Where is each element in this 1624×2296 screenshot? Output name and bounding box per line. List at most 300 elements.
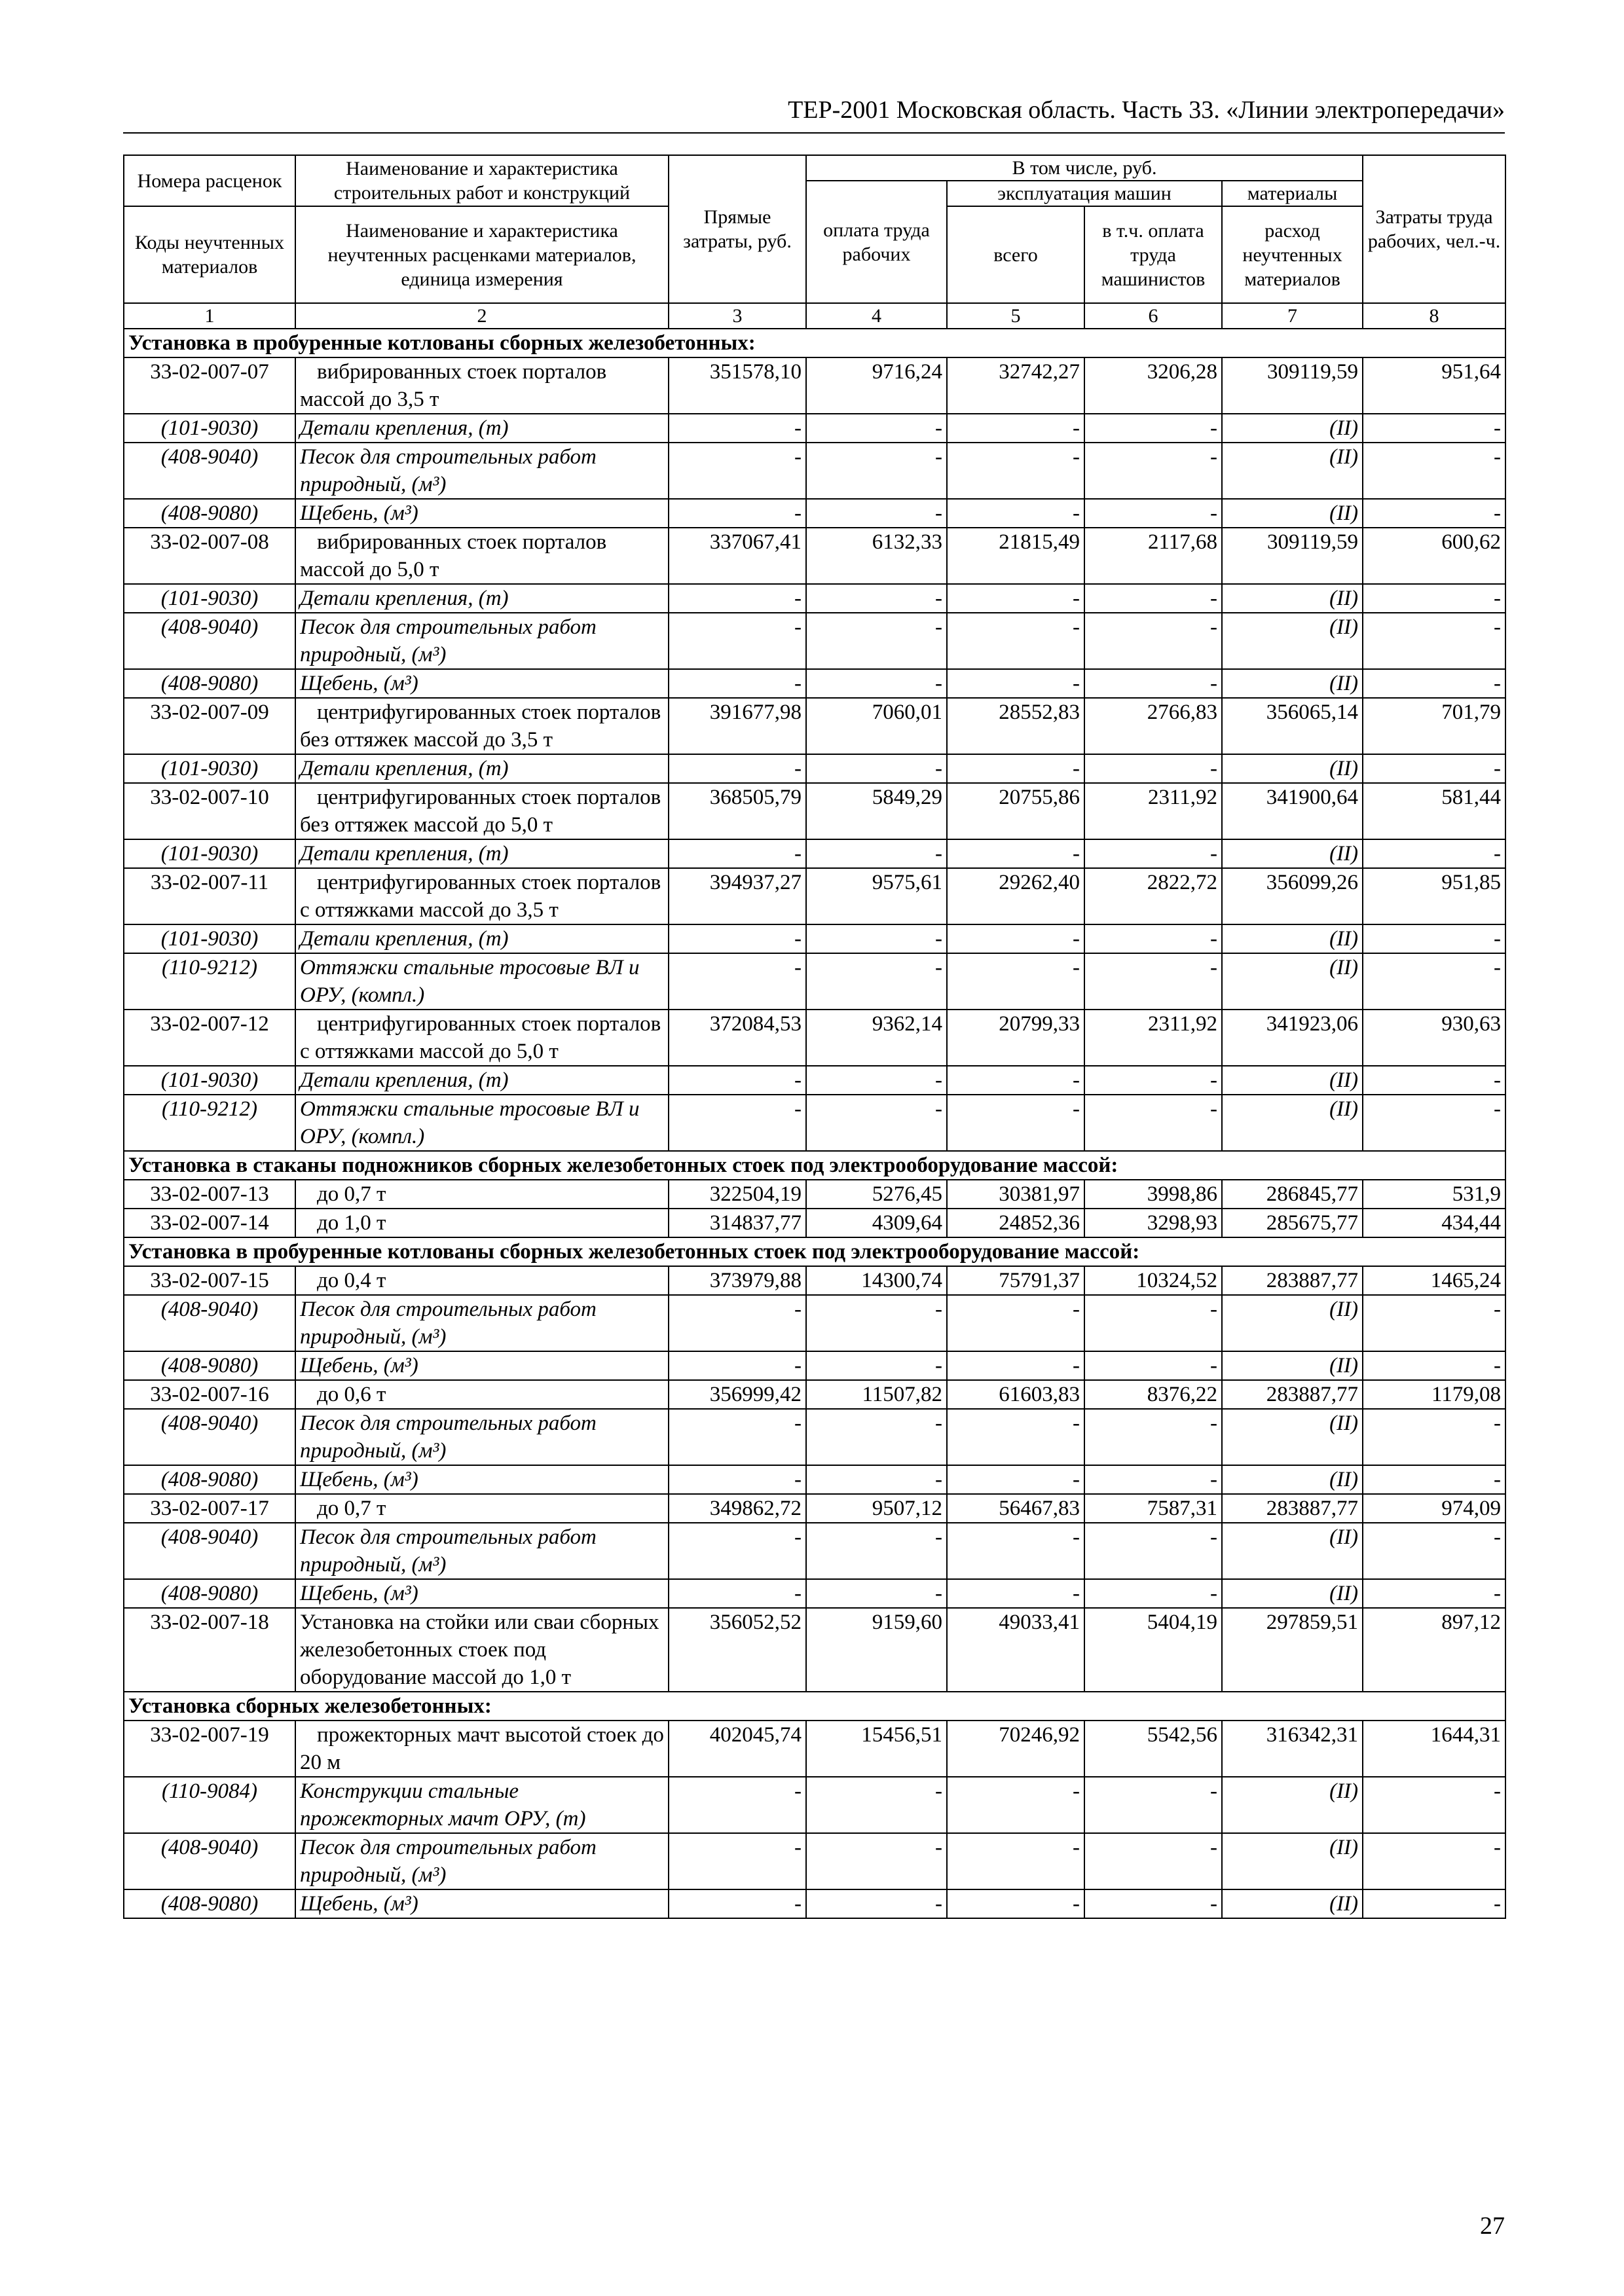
material-code: (408-9080) [124,499,295,528]
material-mark: (II) [1222,1465,1363,1494]
header-machines-total: всего [947,206,1084,303]
material-name: Детали крепления, (т) [295,414,669,443]
dash-cell: - [947,1066,1084,1095]
value-col-5: 61603,83 [947,1380,1084,1409]
dash-cell: - [1084,754,1222,783]
table-body [124,329,1505,1918]
dash-cell: - [806,499,947,528]
dash-cell: - [1084,924,1222,953]
value-col-5: 29262,40 [947,868,1084,924]
value-col-4: 9159,60 [806,1608,947,1692]
rate-name-text: до 0,7 т [317,1497,386,1520]
dash-cell: - [947,584,1084,613]
dash-cell: - [947,499,1084,528]
value-col-6: 3998,86 [1084,1180,1222,1209]
value-col-6: 2311,92 [1084,783,1222,839]
document-title: ТЕР-2001 Московская область. Часть 33. «Линии электропередачи» [788,96,1505,124]
dash-cell: - [806,669,947,698]
dash-cell: - [1084,1295,1222,1351]
dash-cell: - [1363,1777,1505,1833]
dash-cell: - [1084,1777,1222,1833]
material-row [124,953,1505,1010]
value-col-3: 372084,53 [669,1010,806,1066]
dash-cell: - [1363,1579,1505,1608]
value-col-8: 930,63 [1363,1010,1505,1066]
value-col-7: 283887,77 [1222,1494,1363,1523]
material-row [124,414,1505,443]
material-name: Песок для строительных работ природный, (м³) [295,613,669,669]
rate-row [124,1380,1505,1409]
material-row [124,1066,1505,1095]
value-col-3: 314837,77 [669,1209,806,1237]
dash-cell: - [669,1465,806,1494]
dash-cell: - [1084,584,1222,613]
value-col-3: 356052,52 [669,1608,806,1692]
material-mark: (II) [1222,443,1363,499]
material-code: (408-9080) [124,1465,295,1494]
rate-name-text: до 1,0 т [317,1211,386,1235]
material-row [124,613,1505,669]
dash-cell: - [1084,1465,1222,1494]
rate-name-text: до 0,4 т [317,1269,386,1292]
section-title: Установка в стаканы подножников сборных железобетонных стоек под электрооборудование массой: [124,1151,1505,1180]
rate-name [295,1266,669,1295]
value-col-6: 2822,72 [1084,868,1222,924]
material-mark: (II) [1222,1351,1363,1380]
material-code: (101-9030) [124,839,295,868]
dash-cell: - [1363,414,1505,443]
rate-name [295,698,669,754]
material-name: Детали крепления, (т) [295,1066,669,1095]
material-name: Щебень, (м³) [295,1351,669,1380]
rate-code: 33-02-007-09 [124,698,295,754]
material-row [124,1579,1505,1608]
dash-cell: - [806,1409,947,1465]
material-row [124,1777,1505,1833]
rate-name-text: вибрированных стоек порталов массой до 5,0 т [300,530,607,581]
column-numbers-row [124,303,1505,329]
dash-cell: - [1363,1889,1505,1918]
value-col-6: 7587,31 [1084,1494,1222,1523]
rate-name [295,1209,669,1237]
material-mark: (II) [1222,1579,1363,1608]
dash-cell: - [1084,443,1222,499]
dash-cell: - [1363,1409,1505,1465]
dash-cell: - [806,1295,947,1351]
dash-cell: - [806,1066,947,1095]
value-col-7: 356065,14 [1222,698,1363,754]
value-col-5: 49033,41 [947,1608,1084,1692]
value-col-8: 600,62 [1363,528,1505,584]
dash-cell: - [947,1465,1084,1494]
dash-cell: - [1084,1889,1222,1918]
dash-cell: - [1363,1095,1505,1151]
value-col-3: 394937,27 [669,868,806,924]
dash-cell: - [669,924,806,953]
dash-cell: - [669,1833,806,1889]
header-machinist-pay: в т.ч. оплата труда машинистов [1084,206,1222,303]
dash-cell: - [1363,1523,1505,1579]
rate-row [124,1010,1505,1066]
rate-name [295,357,669,414]
dash-cell: - [947,1833,1084,1889]
value-col-4: 11507,82 [806,1380,947,1409]
value-col-3: 322504,19 [669,1180,806,1209]
material-code: (408-9040) [124,1409,295,1465]
dash-cell: - [947,669,1084,698]
value-col-8: 1465,24 [1363,1266,1505,1295]
dash-cell: - [1363,754,1505,783]
rate-name-text: центрифугированных стоек порталов с оттяжками массой до 3,5 т [300,871,661,922]
material-code: (408-9080) [124,1579,295,1608]
rate-code: 33-02-007-07 [124,357,295,414]
material-name: Оттяжки стальные тросовые ВЛ и ОРУ, (компл.) [295,1095,669,1151]
dash-cell: - [947,924,1084,953]
value-col-7: 285675,77 [1222,1209,1363,1237]
value-col-7: 356099,26 [1222,868,1363,924]
material-name: Щебень, (м³) [295,499,669,528]
material-name: Щебень, (м³) [295,1889,669,1918]
value-col-4: 7060,01 [806,698,947,754]
rate-code: 33-02-007-18 [124,1608,295,1692]
value-col-5: 20755,86 [947,783,1084,839]
material-code: (408-9080) [124,1351,295,1380]
material-mark: (II) [1222,754,1363,783]
dash-cell: - [669,1889,806,1918]
dash-cell: - [1084,414,1222,443]
section-row [124,1151,1505,1180]
dash-cell: - [1363,953,1505,1010]
dash-cell: - [947,1351,1084,1380]
header-rate-numbers: Номера расценок [124,155,295,206]
value-col-3: 402045,74 [669,1721,806,1777]
rate-code: 33-02-007-10 [124,783,295,839]
material-name: Песок для строительных работ природный, (м³) [295,1295,669,1351]
value-col-4: 15456,51 [806,1721,947,1777]
table-header [124,155,1505,329]
rate-row [124,528,1505,584]
value-col-8: 701,79 [1363,698,1505,754]
value-col-4: 14300,74 [806,1266,947,1295]
value-col-6: 3206,28 [1084,357,1222,414]
value-col-7: 286845,77 [1222,1180,1363,1209]
value-col-7: 341900,64 [1222,783,1363,839]
material-code: (408-9040) [124,1295,295,1351]
dash-cell: - [1084,839,1222,868]
column-number: 2 [295,303,669,329]
material-row [124,924,1505,953]
material-code: (408-9040) [124,1833,295,1889]
dash-cell: - [947,1295,1084,1351]
material-row [124,499,1505,528]
dash-cell: - [1363,1066,1505,1095]
dash-cell: - [669,499,806,528]
material-name: Детали крепления, (т) [295,924,669,953]
material-code: (101-9030) [124,754,295,783]
dash-cell: - [669,414,806,443]
material-row [124,584,1505,613]
dash-cell: - [1363,584,1505,613]
rate-name-text: центрифугированных стоек порталов с оттяжками массой до 5,0 т [300,1012,661,1063]
material-mark: (II) [1222,924,1363,953]
material-row [124,1833,1505,1889]
column-number: 1 [124,303,295,329]
material-name: Щебень, (м³) [295,1465,669,1494]
value-col-8: 531,9 [1363,1180,1505,1209]
dash-cell: - [806,584,947,613]
material-row [124,754,1505,783]
rate-name [295,868,669,924]
rate-name [295,1380,669,1409]
material-row [124,1295,1505,1351]
material-row [124,1889,1505,1918]
dash-cell: - [669,1066,806,1095]
material-name: Щебень, (м³) [295,669,669,698]
value-col-3: 349862,72 [669,1494,806,1523]
dash-cell: - [1363,839,1505,868]
dash-cell: - [947,1889,1084,1918]
material-code: (110-9084) [124,1777,295,1833]
material-code: (110-9212) [124,953,295,1010]
value-col-7: 316342,31 [1222,1721,1363,1777]
value-col-4: 9362,14 [806,1010,947,1066]
material-mark: (II) [1222,839,1363,868]
section-title: Установка сборных железобетонных: [124,1692,1505,1721]
value-col-7: 309119,59 [1222,357,1363,414]
header-machines: эксплуатация машин [947,181,1222,206]
dash-cell: - [806,1579,947,1608]
dash-cell: - [806,1523,947,1579]
material-name: Песок для строительных работ природный, (м³) [295,1409,669,1465]
dash-cell: - [947,1777,1084,1833]
value-col-8: 1644,31 [1363,1721,1505,1777]
price-table [123,155,1506,1919]
dash-cell: - [947,1523,1084,1579]
value-col-5: 56467,83 [947,1494,1084,1523]
value-col-3: 391677,98 [669,698,806,754]
rate-code: 33-02-007-15 [124,1266,295,1295]
dash-cell: - [806,839,947,868]
dash-cell: - [1363,443,1505,499]
value-col-7: 309119,59 [1222,528,1363,584]
material-code: (408-9040) [124,613,295,669]
value-col-6: 5542,56 [1084,1721,1222,1777]
value-col-6: 5404,19 [1084,1608,1222,1692]
dash-cell: - [947,1579,1084,1608]
rate-row [124,868,1505,924]
header-worker-pay: оплата труда рабочих [806,181,947,303]
rate-code: 33-02-007-08 [124,528,295,584]
dash-cell: - [806,1465,947,1494]
dash-cell: - [669,613,806,669]
dash-cell: - [806,1351,947,1380]
dash-cell: - [669,754,806,783]
rate-name-text: прожекторных мачт высотой стоек до 20 м [300,1723,664,1774]
material-code: (408-9040) [124,443,295,499]
rate-name-text: центрифугированных стоек порталов без оттяжек массой до 5,0 т [300,786,661,837]
material-code: (110-9212) [124,1095,295,1151]
dash-cell: - [669,839,806,868]
dash-cell: - [669,669,806,698]
dash-cell: - [806,1095,947,1151]
rate-row [124,1180,1505,1209]
dash-cell: - [1363,1833,1505,1889]
material-row [124,1351,1505,1380]
material-mark: (II) [1222,1066,1363,1095]
dash-cell: - [806,613,947,669]
header-material-names: Наименование и характеристика неучтенных расценками материалов, единица измерения [295,206,669,303]
material-mark: (II) [1222,1777,1363,1833]
dash-cell: - [1363,1351,1505,1380]
dash-cell: - [1363,924,1505,953]
dash-cell: - [947,613,1084,669]
dash-cell: - [806,414,947,443]
dash-cell: - [806,1833,947,1889]
material-mark: (II) [1222,499,1363,528]
header-work-name: Наименование и характеристика строительных работ и конструкций [295,155,669,206]
value-col-8: 1179,08 [1363,1380,1505,1409]
material-mark: (II) [1222,669,1363,698]
section-title: Установка в пробуренные котлованы сборных железобетонных: [124,329,1505,357]
dash-cell: - [669,1409,806,1465]
material-name: Песок для строительных работ природный, (м³) [295,1833,669,1889]
dash-cell: - [669,443,806,499]
page-header [123,96,1505,134]
material-mark: (II) [1222,613,1363,669]
rate-name [295,783,669,839]
value-col-4: 4309,64 [806,1209,947,1237]
rate-code: 33-02-007-13 [124,1180,295,1209]
dash-cell: - [669,584,806,613]
dash-cell: - [947,1409,1084,1465]
value-col-3: 356999,42 [669,1380,806,1409]
section-row [124,1692,1505,1721]
value-col-5: 28552,83 [947,698,1084,754]
value-col-8: 951,64 [1363,357,1505,414]
rate-code: 33-02-007-16 [124,1380,295,1409]
dash-cell: - [947,1095,1084,1151]
dash-cell: - [1084,1066,1222,1095]
rate-row [124,1494,1505,1523]
material-name: Детали крепления, (т) [295,584,669,613]
dash-cell: - [1363,613,1505,669]
value-col-3: 351578,10 [669,357,806,414]
material-name: Детали крепления, (т) [295,839,669,868]
value-col-6: 10324,52 [1084,1266,1222,1295]
dash-cell: - [806,924,947,953]
rate-name-text: центрифугированных стоек порталов без оттяжек массой до 3,5 т [300,701,661,752]
dash-cell: - [669,1295,806,1351]
value-col-8: 951,85 [1363,868,1505,924]
header-labor-hours: Затраты труда рабочих, чел.-ч. [1363,155,1505,303]
value-col-6: 3298,93 [1084,1209,1222,1237]
value-col-8: 897,12 [1363,1608,1505,1692]
value-col-5: 24852,36 [947,1209,1084,1237]
material-code: (408-9040) [124,1523,295,1579]
header-unaccounted-materials: расход неучтенных материалов [1222,206,1363,303]
section-title: Установка в пробуренные котлованы сборных железобетонных стоек под электрооборудование массой: [124,1237,1505,1266]
header-including: В том числе, руб. [806,155,1363,181]
value-col-8: 581,44 [1363,783,1505,839]
rate-code: 33-02-007-11 [124,868,295,924]
value-col-8: 974,09 [1363,1494,1505,1523]
dash-cell: - [1084,1523,1222,1579]
dash-cell: - [806,1889,947,1918]
dash-cell: - [806,754,947,783]
dash-cell: - [1084,953,1222,1010]
value-col-7: 283887,77 [1222,1266,1363,1295]
header-materials: материалы [1222,181,1363,206]
value-col-4: 5849,29 [806,783,947,839]
material-row [124,669,1505,698]
dash-cell: - [947,414,1084,443]
dash-cell: - [1363,499,1505,528]
dash-cell: - [806,1777,947,1833]
dash-cell: - [669,1095,806,1151]
column-number: 3 [669,303,806,329]
rate-name-text: Установка на стойки или сваи сборных железобетонных стоек под оборудование массой до 1,0 т [300,1611,659,1689]
column-number: 8 [1363,303,1505,329]
dash-cell: - [1363,1465,1505,1494]
value-col-6: 2311,92 [1084,1010,1222,1066]
value-col-6: 8376,22 [1084,1380,1222,1409]
rate-name-text: до 0,6 т [317,1383,386,1406]
value-col-4: 9507,12 [806,1494,947,1523]
rate-name [295,528,669,584]
dash-cell: - [669,1523,806,1579]
rate-name-text: вибрированных стоек порталов массой до 3,5 т [300,360,607,411]
material-mark: (II) [1222,1295,1363,1351]
value-col-7: 341923,06 [1222,1010,1363,1066]
material-mark: (II) [1222,953,1363,1010]
dash-cell: - [1084,1579,1222,1608]
material-name: Детали крепления, (т) [295,754,669,783]
dash-cell: - [1084,1409,1222,1465]
material-name: Оттяжки стальные тросовые ВЛ и ОРУ, (компл.) [295,953,669,1010]
rate-row [124,698,1505,754]
material-row [124,1523,1505,1579]
column-number: 4 [806,303,947,329]
dash-cell: - [1084,1833,1222,1889]
dash-cell: - [947,754,1084,783]
section-row [124,329,1505,357]
rate-code: 33-02-007-12 [124,1010,295,1066]
material-mark: (II) [1222,1833,1363,1889]
value-col-7: 297859,51 [1222,1608,1363,1692]
column-number: 5 [947,303,1084,329]
rate-row [124,1209,1505,1237]
material-name: Песок для строительных работ природный, (м³) [295,443,669,499]
material-name: Щебень, (м³) [295,1579,669,1608]
column-number: 6 [1084,303,1222,329]
material-mark: (II) [1222,1409,1363,1465]
value-col-3: 368505,79 [669,783,806,839]
dash-cell: - [806,443,947,499]
dash-cell: - [947,953,1084,1010]
material-row [124,1409,1505,1465]
page-number: 27 [1480,2212,1505,2240]
dash-cell: - [1084,613,1222,669]
value-col-3: 337067,41 [669,528,806,584]
dash-cell: - [1084,1351,1222,1380]
dash-cell: - [947,839,1084,868]
value-col-4: 5276,45 [806,1180,947,1209]
rate-row [124,1266,1505,1295]
dash-cell: - [1084,1095,1222,1151]
dash-cell: - [669,1579,806,1608]
dash-cell: - [669,1777,806,1833]
dash-cell: - [1363,1295,1505,1351]
